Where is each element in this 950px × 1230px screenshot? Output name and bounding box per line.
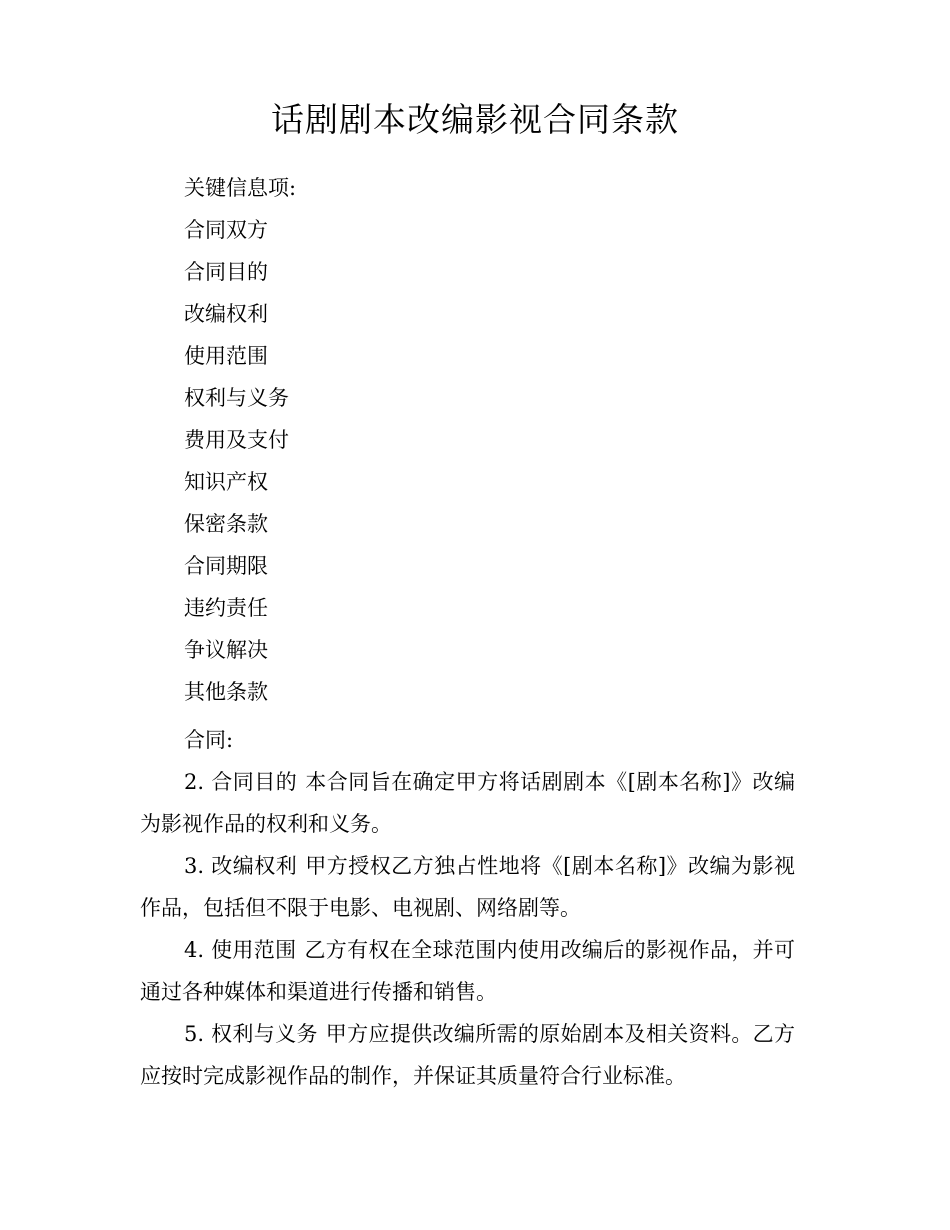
clause-purpose: [140, 761, 795, 845]
contract-clauses: [140, 761, 795, 1097]
clause-heading: 改编权利: [211, 854, 298, 878]
key-item: 合同目的: [184, 260, 268, 284]
clause-heading: 合同目的: [211, 770, 298, 794]
key-item: 合同双方: [184, 218, 268, 242]
clause-rights-obligations: [140, 1013, 795, 1097]
contract-label: 合同:: [184, 728, 234, 752]
key-info-label: 关键信息项:: [184, 176, 297, 200]
clause-number: 5.: [184, 1022, 205, 1046]
clause-text: 本合同旨在确定甲方将话剧剧本《[剧本名称]》改编为影视作品的权利和义务。: [140, 770, 795, 836]
key-item: 违约责任: [184, 596, 268, 620]
key-item: 改编权利: [184, 302, 268, 326]
clause-number: 4.: [184, 938, 205, 962]
clause-heading: 使用范围: [211, 938, 297, 962]
key-item: 知识产权: [184, 470, 268, 494]
key-item: 使用范围: [184, 344, 268, 368]
key-item: 权利与义务: [184, 386, 289, 410]
clause-text: 乙方有权在全球范围内使用改编后的影视作品，并可通过各种媒体和渠道进行传播和销售。: [140, 938, 796, 1004]
key-item: 争议解决: [184, 638, 268, 662]
clause-text: 甲方授权乙方独占性地将《[剧本名称]》改编为影视作品，包括但不限于电影、电视剧、网络剧等。: [140, 854, 795, 920]
key-item: 合同期限: [184, 554, 268, 578]
clause-heading: 权利与义务: [211, 1022, 318, 1046]
clause-adaptation-rights: [140, 845, 795, 929]
key-item: 保密条款: [184, 512, 268, 536]
clause-number: 2.: [184, 770, 205, 794]
clause-usage-scope: [140, 929, 795, 1013]
key-item: 费用及支付: [184, 428, 289, 452]
key-info-list: [184, 167, 296, 713]
clause-text: 甲方应提供改编所需的原始剧本及相关资料。乙方应按时完成影视作品的制作，并保证其质量符合行业标准。: [140, 1022, 796, 1088]
key-item: 其他条款: [184, 680, 268, 704]
clause-number: 3.: [184, 854, 205, 878]
document-title: 话剧剧本改编影视合同条款: [271, 100, 679, 139]
